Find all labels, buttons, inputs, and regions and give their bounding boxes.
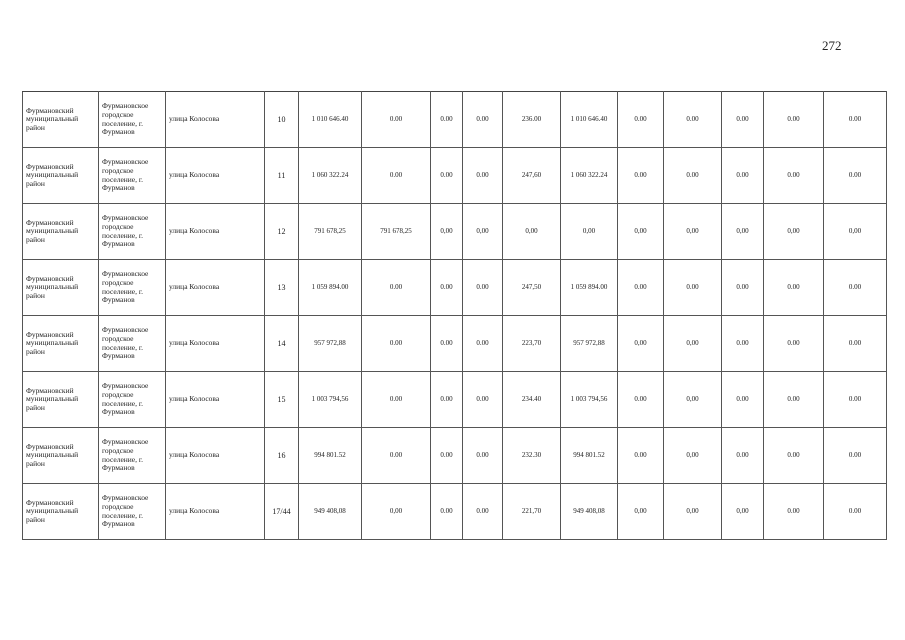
value-cell: 0.00 <box>764 148 824 204</box>
value-cell: 0.00 <box>618 428 664 484</box>
house-number-cell: 12 <box>265 204 299 260</box>
value-cell: 0.00 <box>431 316 463 372</box>
value-cell: 0,00 <box>664 316 722 372</box>
page-number: 272 <box>822 38 842 53</box>
table-row <box>23 260 887 316</box>
value-cell: 949 408,08 <box>561 484 618 540</box>
table-row <box>23 372 887 428</box>
value-cell: 0.00 <box>431 428 463 484</box>
value-cell: 0,00 <box>618 204 664 260</box>
value-cell: 0,00 <box>664 484 722 540</box>
value-cell: 1 060 322.24 <box>299 148 362 204</box>
value-cell: 1 059 894.00 <box>561 260 618 316</box>
value-cell: 0.00 <box>463 372 503 428</box>
table-body <box>23 92 887 540</box>
value-cell: 0,00 <box>618 316 664 372</box>
settlement-cell: Фурмановское городское поселение, г. Фурманов <box>99 316 166 372</box>
street-cell: улица Колосова <box>166 148 265 204</box>
value-cell: 994 801.52 <box>299 428 362 484</box>
street-cell: улица Колосова <box>166 260 265 316</box>
table-row <box>23 484 887 540</box>
value-cell: 791 678,25 <box>299 204 362 260</box>
value-cell: 0.00 <box>431 260 463 316</box>
house-number-cell: 13 <box>265 260 299 316</box>
district-cell: Фурмановский муниципальный район <box>23 260 99 316</box>
value-cell: 0.00 <box>618 260 664 316</box>
value-cell: 0.00 <box>362 260 431 316</box>
value-cell: 0.00 <box>722 148 764 204</box>
value-cell: 0.00 <box>722 428 764 484</box>
value-cell: 0.00 <box>824 92 887 148</box>
value-cell: 0.00 <box>618 92 664 148</box>
value-cell: 1 003 794,56 <box>561 372 618 428</box>
value-cell: 0.00 <box>463 148 503 204</box>
area-cell: 236.00 <box>503 92 561 148</box>
value-cell: 0.00 <box>463 484 503 540</box>
value-cell: 0.00 <box>764 372 824 428</box>
value-cell: 0,00 <box>362 484 431 540</box>
table-row <box>23 148 887 204</box>
value-cell: 1 010 646.40 <box>299 92 362 148</box>
settlement-cell: Фурмановское городское поселение, г. Фурманов <box>99 204 166 260</box>
value-cell: 0,00 <box>722 204 764 260</box>
value-cell: 0.00 <box>722 92 764 148</box>
data-table <box>22 91 887 540</box>
street-cell: улица Колосова <box>166 92 265 148</box>
value-cell: 0.00 <box>664 92 722 148</box>
value-cell: 0,00 <box>664 428 722 484</box>
house-number-cell: 16 <box>265 428 299 484</box>
value-cell: 1 060 322.24 <box>561 148 618 204</box>
street-cell: улица Колосова <box>166 484 265 540</box>
value-cell: 1 059 894.00 <box>299 260 362 316</box>
settlement-cell: Фурмановское городское поселение, г. Фурманов <box>99 372 166 428</box>
house-number-cell: 10 <box>265 92 299 148</box>
district-cell: Фурмановский муниципальный район <box>23 92 99 148</box>
area-cell: 232.30 <box>503 428 561 484</box>
value-cell: 0.00 <box>431 148 463 204</box>
value-cell: 0.00 <box>362 428 431 484</box>
district-cell: Фурмановский муниципальный район <box>23 372 99 428</box>
house-number-cell: 15 <box>265 372 299 428</box>
table-row <box>23 316 887 372</box>
value-cell: 0.00 <box>764 428 824 484</box>
street-cell: улица Колосова <box>166 316 265 372</box>
settlement-cell: Фурмановское городское поселение, г. Фурманов <box>99 148 166 204</box>
value-cell: 0.00 <box>764 92 824 148</box>
value-cell: 0.00 <box>431 484 463 540</box>
value-cell: 0.00 <box>618 372 664 428</box>
settlement-cell: Фурмановское городское поселение, г. Фурманов <box>99 92 166 148</box>
value-cell: 0.00 <box>362 372 431 428</box>
value-cell: 0.00 <box>824 484 887 540</box>
value-cell: 0.00 <box>618 148 664 204</box>
table-row <box>23 92 887 148</box>
value-cell: 0.00 <box>664 260 722 316</box>
value-cell: 957 972,88 <box>561 316 618 372</box>
value-cell: 0.00 <box>362 316 431 372</box>
value-cell: 0.00 <box>463 316 503 372</box>
value-cell: 1 010 646.40 <box>561 92 618 148</box>
district-cell: Фурмановский муниципальный район <box>23 316 99 372</box>
value-cell: 0,00 <box>463 204 503 260</box>
value-cell: 0,00 <box>618 484 664 540</box>
value-cell: 0.00 <box>764 316 824 372</box>
value-cell: 0.00 <box>362 92 431 148</box>
value-cell: 0.00 <box>664 148 722 204</box>
value-cell: 0.00 <box>362 148 431 204</box>
value-cell: 0.00 <box>824 372 887 428</box>
settlement-cell: Фурмановское городское поселение, г. Фурманов <box>99 428 166 484</box>
value-cell: 0.00 <box>824 428 887 484</box>
value-cell: 0,00 <box>431 204 463 260</box>
value-cell: 0,00 <box>764 204 824 260</box>
value-cell: 0.00 <box>722 316 764 372</box>
street-cell: улица Колосова <box>166 204 265 260</box>
area-cell: 221,70 <box>503 484 561 540</box>
value-cell: 0,00 <box>722 484 764 540</box>
house-number-cell: 11 <box>265 148 299 204</box>
value-cell: 0.00 <box>824 260 887 316</box>
settlement-cell: Фурмановское городское поселение, г. Фурманов <box>99 484 166 540</box>
value-cell: 0.00 <box>463 260 503 316</box>
value-cell: 791 678,25 <box>362 204 431 260</box>
value-cell: 0,00 <box>664 204 722 260</box>
value-cell: 994 801.52 <box>561 428 618 484</box>
district-cell: Фурмановский муниципальный район <box>23 148 99 204</box>
value-cell: 957 972,88 <box>299 316 362 372</box>
value-cell: 0.00 <box>722 260 764 316</box>
value-cell: 0.00 <box>722 372 764 428</box>
value-cell: 0.00 <box>431 92 463 148</box>
district-cell: Фурмановский муниципальный район <box>23 484 99 540</box>
value-cell: 1 003 794,56 <box>299 372 362 428</box>
value-cell: 0.00 <box>764 260 824 316</box>
value-cell: 0.00 <box>764 484 824 540</box>
district-cell: Фурмановский муниципальный район <box>23 428 99 484</box>
area-cell: 247,60 <box>503 148 561 204</box>
area-cell: 0,00 <box>503 204 561 260</box>
value-cell: 0.00 <box>824 148 887 204</box>
value-cell: 0,00 <box>824 204 887 260</box>
value-cell: 0.00 <box>463 92 503 148</box>
table-row <box>23 428 887 484</box>
area-cell: 234.40 <box>503 372 561 428</box>
house-number-cell: 14 <box>265 316 299 372</box>
street-cell: улица Колосова <box>166 428 265 484</box>
value-cell: 949 408,08 <box>299 484 362 540</box>
table-row <box>23 204 887 260</box>
value-cell: 0.00 <box>431 372 463 428</box>
street-cell: улица Колосова <box>166 372 265 428</box>
district-cell: Фурмановский муниципальный район <box>23 204 99 260</box>
value-cell: 0.00 <box>463 428 503 484</box>
value-cell: 0,00 <box>561 204 618 260</box>
area-cell: 247,50 <box>503 260 561 316</box>
area-cell: 223,70 <box>503 316 561 372</box>
value-cell: 0,00 <box>664 372 722 428</box>
settlement-cell: Фурмановское городское поселение, г. Фурманов <box>99 260 166 316</box>
value-cell: 0.00 <box>824 316 887 372</box>
house-number-cell: 17/44 <box>265 484 299 540</box>
